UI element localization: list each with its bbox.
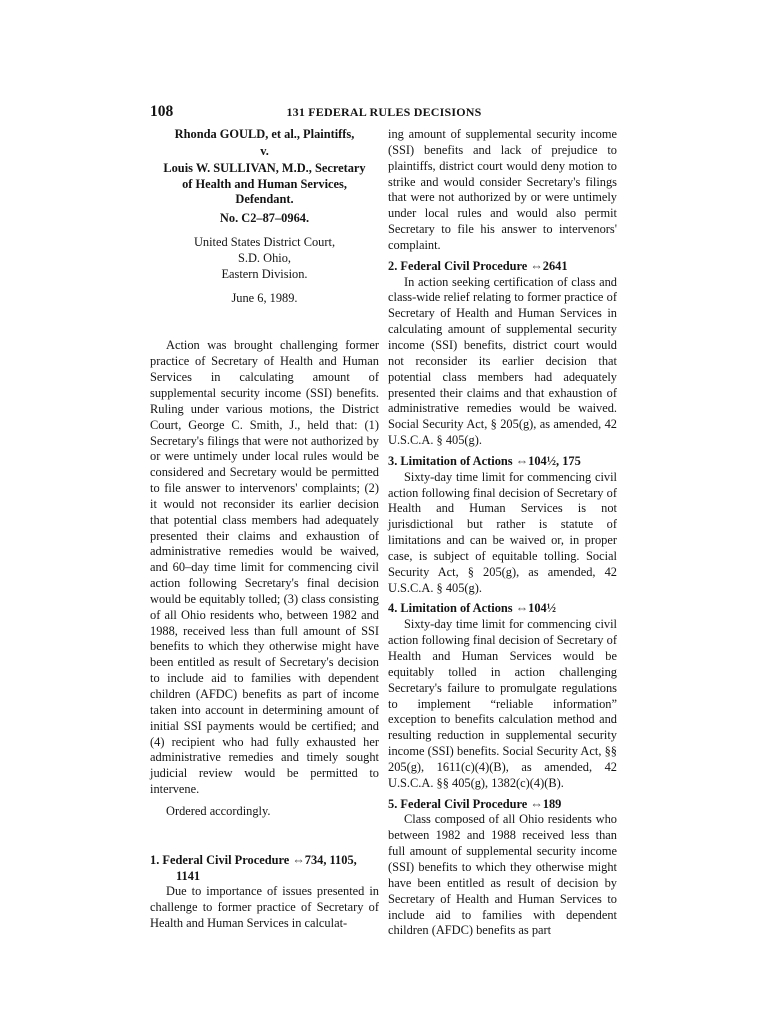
headnote-topic: Limitation of Actions [400, 601, 513, 616]
key-number: 2641 [542, 258, 568, 273]
headnote-topic: Limitation of Actions [400, 453, 513, 468]
key-number-icon: ⇔ [530, 258, 543, 273]
court-line-2: S.D. Ohio, [237, 250, 291, 265]
headnote-5-text: Class composed of all Ohio residents who between 1982 and 1988 received less than full amount of supplemental security income (SSI) benefits to which they otherwise might have been entitled as result of decision by Secretary of Health and Human Services to include aid to families with dependent children (AFDC) benefits as part [388, 812, 617, 938]
page-header [150, 104, 618, 122]
headnote-4-title [388, 601, 617, 617]
left-column [150, 127, 379, 932]
court-name [150, 235, 379, 283]
docket-number: No. C2–87–0964. [219, 211, 310, 226]
headnote-number: 5. [388, 796, 398, 811]
headnote-1-continued: ing amount of supplemental security income (SSI) benefits and lack of prejudice to plaintiffs, district court would deny motion to strike and would consider Secretary's filings that were not authorized by or were untimely under local rules and would also permit Secretary to file his answer to intervenors' complaint. [388, 127, 617, 252]
headnote-4-text: Sixty-day time limit for commencing civil action following final decision of Secretary of Health and Human Services would be equitably tolled in action challenging Secretary's failure to promulgate regulations to implement “reliable information” exception to benefits calculation method and resulting reduction in supplemental security income (SSI) benefits. Social Security Act, §§ 205(g), 1611(c)(4)(B), as amended, 42 U.S.C.A. §§ 405(g), 1382(c)(4)(B). [388, 617, 617, 790]
ordered-line: Ordered accordingly. [166, 803, 271, 818]
running-head: 131 FEDERAL RULES DECISIONS [286, 105, 482, 119]
key-number-icon: ⇔ [530, 796, 543, 811]
right-column [388, 127, 617, 939]
plaintiffs-line: Rhonda GOULD, et al., Plaintiffs, [174, 127, 355, 141]
defendant-line-1: Louis W. SULLIVAN, M.D., Secretary [163, 160, 366, 175]
key-number-continued: 1141 [176, 868, 201, 883]
defendant-line-2: of Health and Human Services, [182, 176, 347, 191]
headnote-3-text: Sixty-day time limit for commencing civil action following final decision of Secretary of Health and Human Services is not jurisdictional but rather is statute of limitations and can be waived or, in proper case, is subject of equitable tolling. Social Security Act, § 205(g), as amended, 42 U.S.C.A. § 405(g). [388, 469, 617, 595]
key-number: 189 [542, 796, 562, 811]
headnote-number: 1. [150, 852, 160, 867]
headnote-1-title [150, 853, 379, 869]
defendant-line-3: Defendant. [235, 192, 294, 207]
headnote-4 [388, 601, 617, 791]
headnote-topic: Federal Civil Procedure [162, 852, 290, 867]
headnote-1-text: Due to importance of issues presented in challenge to former practice of Secretary of Health and Human Services in calculat- [150, 884, 379, 931]
key-number-icon: ⇔ [515, 453, 529, 468]
key-number-icon: ⇔ [292, 852, 305, 867]
key-number: 104½ [528, 601, 557, 616]
key-number-icon: ⇔ [515, 601, 529, 616]
key-number: 734, 1105, [304, 852, 357, 867]
headnote-1 [150, 853, 379, 932]
headnote-3 [388, 454, 617, 597]
versus: v. [260, 143, 269, 158]
key-number: 104½, 175 [528, 453, 581, 468]
headnote-2 [388, 259, 617, 449]
headnote-5 [388, 797, 617, 940]
headnote-topic: Federal Civil Procedure [400, 258, 528, 273]
syllabus: Action was brought challenging former practice of Secretary of Health and Human Services in calculating amount of supplemental security income (SSI) benefits. Ruling under various motions, the District Court, George C. Smith, J., held that: (1) Secretary's filings that were not authorized by or were untimely under local rules would be considered and Secretary would be permitted to file answer to intervenors' complaints; (2) it would not reconsider its earlier decision that potential class members had adequately presented their claims and exhaustion of administrative remedies would be waived, and 60–day time limit for commencing civil action following Secretary's final decision would be equitably tolled; (3) class consisting of all Ohio residents who, between 1982 and 1988, received less than full amount of SSI benefits to which they otherwise might have been entitled as result of Secretary's decision to include aid to families with dependent children (AFDC) benefits as part of income taken into account in determining amount of initial SSI payments would be certified; and (4) recipient who had fully exhausted her administrative remedies and timely sought judicial review would be permitted to intervene. [150, 338, 379, 797]
case-caption [150, 127, 379, 306]
headnote-number: 2. [388, 258, 398, 273]
headnote-number: 3. [388, 453, 398, 468]
headnote-topic: Federal Civil Procedure [400, 796, 528, 811]
page-number: 108 [150, 103, 174, 120]
court-line-1: United States District Court, [193, 235, 336, 250]
headnote-2-title [388, 259, 617, 275]
headnote-number: 4. [388, 601, 398, 616]
court-line-3: Eastern Division. [221, 266, 308, 281]
headnote-2-text: In action seeking certification of class and class-wide relief relating to former practice of Secretary of Health and Human Services in calculating amount of supplemental security income (SSI) benefits, district court would not reconsider its earlier decision that potential class members had adequately presented their claims and that exhaustion of administrative remedies would be waived. Social Security Act, § 205(g), as amended, 42 U.S.C.A. § 405(g). [388, 274, 617, 448]
headnote-5-title [388, 797, 617, 813]
headnote-3-title [388, 454, 617, 470]
decision-date: June 6, 1989. [231, 290, 298, 305]
